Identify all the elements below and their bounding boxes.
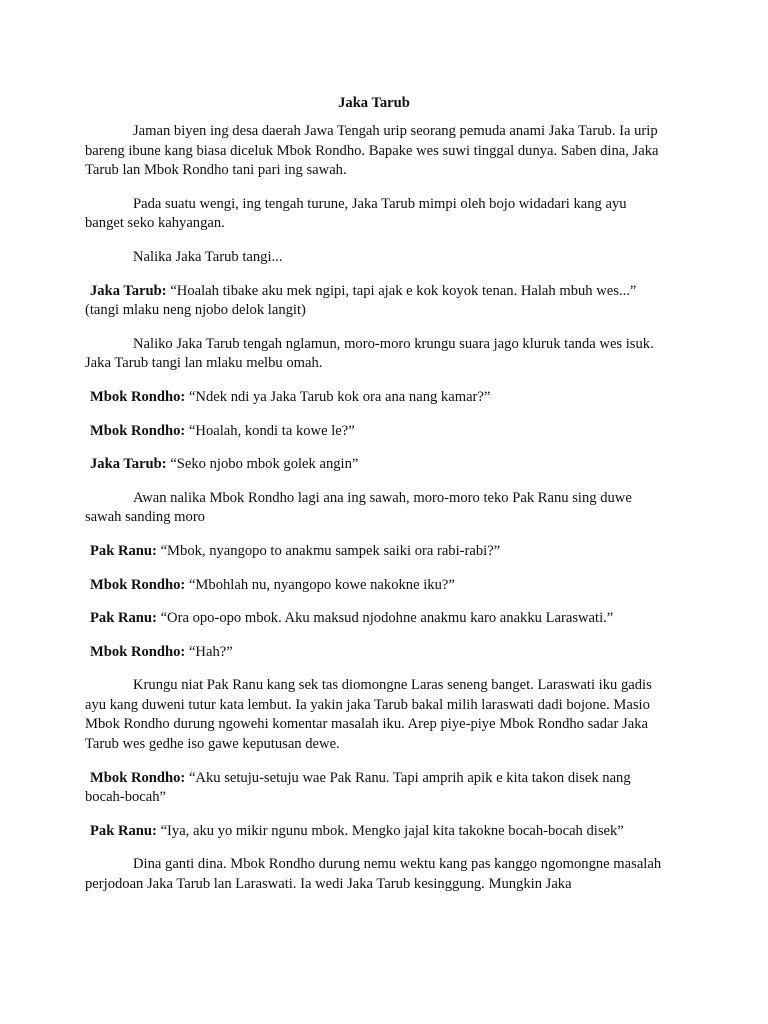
dialogue-text: “Seko njobo mbok golek angin” [170, 456, 359, 473]
speaker-name: Pak Ranu: [90, 610, 157, 627]
dialogue-text: “Hoalah tibake aku mek ngipi, tapi ajak e kok koyok tenan. Halah mbuh wes...” (tangi mlaku neng njobo delok langit) [85, 282, 637, 319]
speaker-name: Pak Ranu: [90, 822, 157, 839]
speaker-name: Mbok Rondho: [90, 422, 186, 439]
dialogue-line [85, 609, 663, 629]
paragraph: Krungu niat Pak Ranu kang sek tas diomongne Laras seneng banget. Laraswati iku gadis ayu kang duweni tutur kata lembut. Ia yakin jaka Tarub bakal milih laraswati dadi bojone. Masio Mbok Rondho durung ngowehi komentar masalah iku. Arep piye-piye Mbok Rondho sadar Jaka Tarub wes gedhe iso gawe keputusan dewe. [85, 677, 652, 753]
dialogue-text: “Hoalah, kondi ta kowe le?” [188, 422, 355, 439]
dialogue-line [85, 576, 663, 596]
speaker-name: Jaka Tarub: [90, 282, 167, 299]
speaker-name: Mbok Rondho: [90, 388, 186, 405]
paragraph: Awan nalika Mbok Rondho lagi ana ing sawah, moro-moro teko Pak Ranu sing duwe sawah sanding moro [85, 489, 632, 526]
dialogue-line [85, 643, 663, 663]
dialogue-line [85, 769, 663, 808]
dialogue-text: “Mbok, nyangopo to anakmu sampek saiki ora rabi-rabi?” [160, 542, 501, 559]
dialogue-line [85, 388, 663, 408]
dialogue-text: “Hah?” [188, 643, 233, 660]
dialogue-text: “Iya, aku yo mikir ngunu mbok. Mengko jajal kita takokne bocah-bocah disek” [160, 822, 624, 839]
speaker-name: Mbok Rondho: [90, 643, 186, 660]
dialogue-line [85, 422, 663, 442]
paragraph: Pada suatu wengi, ing tengah turune, Jaka Tarub mimpi oleh bojo widadari kang ayu banget seko kahyangan. [85, 195, 627, 232]
document-title: Jaka Tarub [338, 95, 410, 111]
paragraph: Naliko Jaka Tarub tengah nglamun, moro-moro krungu suara jago kluruk tanda wes isuk. Jaka Tarub tangi lan mlaku melbu omah. [85, 335, 654, 372]
dialogue-text: “Ndek ndi ya Jaka Tarub kok ora ana nang kamar?” [188, 388, 491, 405]
document-page [85, 93, 663, 909]
dialogue-line [85, 282, 663, 321]
paragraph: Nalika Jaka Tarub tangi... [133, 248, 283, 265]
speaker-name: Mbok Rondho: [90, 576, 186, 593]
dialogue-line [85, 822, 663, 842]
paragraph: Dina ganti dina. Mbok Rondho durung nemu wektu kang pas kanggo ngomongne masalah perjodoan Jaka Tarub lan Laraswati. Ia wedi Jaka Tarub kesinggung. Mungkin Jaka [85, 856, 662, 893]
dialogue-text: “Aku setuju-setuju wae Pak Ranu. Tapi amprih apik e kita takon disek nang bocah-bocah” [85, 769, 631, 806]
paragraph: Jaman biyen ing desa daerah Jawa Tengah urip seorang pemuda anami Jaka Tarub. Ia urip bareng ibune kang biasa diceluk Mbok Rondho. Bapake wes suwi tinggal dunya. Saben dina, Jaka Tarub lan Mbok Rondho tani pari ing sawah. [85, 123, 659, 179]
speaker-name: Jaka Tarub: [90, 456, 167, 473]
dialogue-line [85, 542, 663, 562]
dialogue-text: “Mbohlah nu, nyangopo kowe nakokne iku?” [188, 576, 455, 593]
dialogue-text: “Ora opo-opo mbok. Aku maksud njodohne anakmu karo anakku Laraswati.” [160, 610, 614, 627]
speaker-name: Pak Ranu: [90, 542, 157, 559]
speaker-name: Mbok Rondho: [90, 769, 186, 786]
dialogue-line [85, 455, 663, 475]
